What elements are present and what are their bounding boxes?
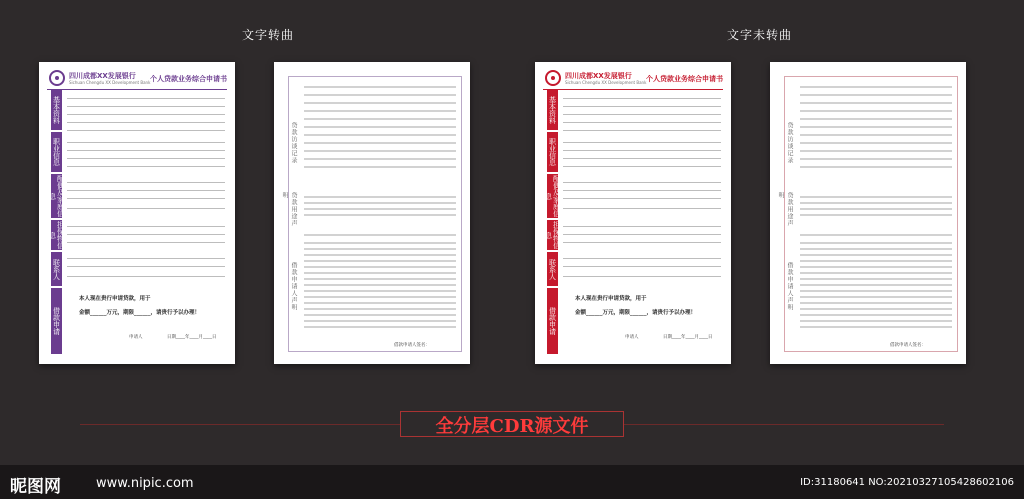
section-basic: 基本资料 <box>547 90 558 130</box>
divider <box>47 89 227 90</box>
form-line <box>67 266 225 267</box>
form-line <box>67 142 225 143</box>
section-contact: 联系人 <box>547 252 558 286</box>
form-front-red <box>535 62 731 364</box>
text-line <box>304 118 456 120</box>
text-line <box>304 134 456 136</box>
form-line <box>563 182 721 183</box>
text-line <box>304 208 456 210</box>
text-line <box>800 86 952 88</box>
section-collateral: 担保物信息 <box>48 221 65 249</box>
text-line <box>304 278 456 280</box>
text-line <box>800 110 952 112</box>
text-line <box>304 142 456 144</box>
form-line <box>67 150 225 151</box>
section-spouse: 配偶及家庭信息 <box>48 175 65 217</box>
form-line <box>563 242 721 243</box>
text-line <box>304 158 456 160</box>
text-line <box>800 94 952 96</box>
form-line <box>563 122 721 123</box>
form-title: 个人贷款业务综合申请书 <box>150 75 227 83</box>
form-line <box>67 114 225 115</box>
section-job: 职业信息 <box>547 132 558 172</box>
form-line <box>563 106 721 107</box>
form-line <box>563 158 721 159</box>
form-line <box>67 208 225 209</box>
banner <box>0 403 1024 443</box>
text-line <box>800 290 952 292</box>
form-line <box>67 258 225 259</box>
section-spouse: 配偶及家庭信息 <box>544 175 561 217</box>
section-apply: 借款申请 <box>51 288 62 354</box>
text-line <box>800 314 952 316</box>
text-line <box>304 302 456 304</box>
text-line <box>304 272 456 274</box>
form-front-purple <box>39 62 235 364</box>
text-line <box>800 134 952 136</box>
text-line <box>304 320 456 322</box>
text-line <box>304 214 456 216</box>
text-line <box>304 290 456 292</box>
date-label: 日期____年____月____日 <box>663 335 713 340</box>
text-line <box>304 94 456 96</box>
form-line <box>67 98 225 99</box>
text-line <box>800 196 952 198</box>
form-line <box>563 208 721 209</box>
section-basic: 基本资料 <box>51 90 62 130</box>
form-line <box>563 150 721 151</box>
text-line <box>304 202 456 204</box>
text-line <box>304 150 456 152</box>
form-line <box>67 198 225 199</box>
text-line <box>304 126 456 128</box>
text-line <box>800 118 952 120</box>
text-line <box>800 214 952 216</box>
form-line <box>67 276 225 277</box>
applicant-label: 申请人 <box>625 335 639 340</box>
form-line <box>563 114 721 115</box>
text-line <box>304 284 456 286</box>
form-line <box>563 190 721 191</box>
section-job: 职业信息 <box>51 132 62 172</box>
text-line <box>800 284 952 286</box>
text-line <box>800 150 952 152</box>
form-line <box>563 198 721 199</box>
footer-bar <box>0 465 1024 499</box>
text-line <box>800 242 952 244</box>
text-line <box>304 254 456 256</box>
text-line <box>304 196 456 198</box>
text-line <box>304 308 456 310</box>
form-line <box>563 266 721 267</box>
site-url: www.nipic.com <box>96 476 194 491</box>
apply-statement: 本人现在贵行申请贷款，用于 <box>79 296 151 302</box>
text-line <box>800 142 952 144</box>
text-line <box>800 234 952 236</box>
form-line <box>67 122 225 123</box>
section-declaration: 借款申请人声明 <box>786 262 793 311</box>
form-line <box>563 166 721 167</box>
form-line <box>563 234 721 235</box>
form-line <box>563 142 721 143</box>
heading-left: 文字转曲 <box>242 28 295 42</box>
heading-right: 文字未转曲 <box>727 28 793 42</box>
banner-line-left <box>80 424 400 425</box>
apply-amount: 金额______万元，期限______，请贵行予以办理！ <box>79 310 201 316</box>
form-line <box>67 130 225 131</box>
form-back-purple <box>274 62 470 364</box>
text-line <box>304 166 456 168</box>
section-contact: 联系人 <box>51 252 62 286</box>
form-line <box>67 106 225 107</box>
form-line <box>67 166 225 167</box>
text-line <box>304 248 456 250</box>
bank-name-en: Sichuan Chengdu XX Development Bank <box>69 80 151 85</box>
banner-line-right <box>624 424 944 425</box>
form-line <box>563 258 721 259</box>
form-line <box>67 158 225 159</box>
text-line <box>800 126 952 128</box>
text-line <box>800 320 952 322</box>
text-line <box>304 234 456 236</box>
apply-amount: 金额______万元，期限______，请贵行予以办理！ <box>575 310 697 316</box>
text-line <box>800 102 952 104</box>
text-line <box>800 278 952 280</box>
text-line <box>800 166 952 168</box>
text-line <box>304 314 456 316</box>
text-line <box>800 208 952 210</box>
form-line <box>563 226 721 227</box>
form-line <box>67 226 225 227</box>
section-interview: 贷款访谈记录 <box>290 122 297 164</box>
form-line <box>67 190 225 191</box>
text-line <box>304 102 456 104</box>
section-purpose: 贷款用途声明 <box>777 192 793 227</box>
apply-statement: 本人现在贵行申请贷款，用于 <box>575 296 647 302</box>
text-line <box>800 326 952 328</box>
bank-logo-icon <box>49 70 65 86</box>
section-declaration: 借款申请人声明 <box>290 262 297 311</box>
bank-logo-icon <box>545 70 561 86</box>
text-line <box>304 296 456 298</box>
section-collateral: 担保物信息 <box>544 221 561 249</box>
text-line <box>800 272 952 274</box>
form-line <box>563 98 721 99</box>
form-line <box>67 234 225 235</box>
text-line <box>304 326 456 328</box>
text-line <box>800 260 952 262</box>
sign-label: 借款申请人签名： <box>394 343 430 348</box>
text-line <box>304 242 456 244</box>
form-line <box>563 130 721 131</box>
form-line <box>563 276 721 277</box>
bank-name: 四川成都XX发展银行 <box>565 72 632 80</box>
sign-label: 借款申请人签名： <box>890 343 926 348</box>
form-title: 个人贷款业务综合申请书 <box>646 75 723 83</box>
bank-name-en: Sichuan Chengdu XX Development Bank <box>565 80 647 85</box>
section-interview: 贷款访谈记录 <box>786 122 793 164</box>
section-sidebar <box>544 90 561 354</box>
text-line <box>800 308 952 310</box>
section-purpose: 贷款用途声明 <box>281 192 297 227</box>
divider <box>543 89 723 90</box>
applicant-label: 申请人 <box>129 335 143 340</box>
banner-text: 全分层CDR源文件 <box>435 416 589 437</box>
site-logo: 昵图网 <box>10 477 61 497</box>
text-line <box>800 202 952 204</box>
text-line <box>304 110 456 112</box>
bank-name: 四川成都XX发展银行 <box>69 72 136 80</box>
section-sidebar <box>48 90 65 354</box>
form-line <box>67 242 225 243</box>
text-line <box>800 248 952 250</box>
text-line <box>304 260 456 262</box>
text-line <box>800 302 952 304</box>
text-line <box>800 254 952 256</box>
section-apply: 借款申请 <box>547 288 558 354</box>
text-line <box>304 86 456 88</box>
image-id: ID:31180641 NO:20210327105428602106 <box>800 477 1014 488</box>
text-line <box>304 266 456 268</box>
form-back-red <box>770 62 966 364</box>
text-line <box>800 158 952 160</box>
text-line <box>800 296 952 298</box>
form-line <box>67 182 225 183</box>
text-line <box>800 266 952 268</box>
date-label: 日期____年____月____日 <box>167 335 217 340</box>
